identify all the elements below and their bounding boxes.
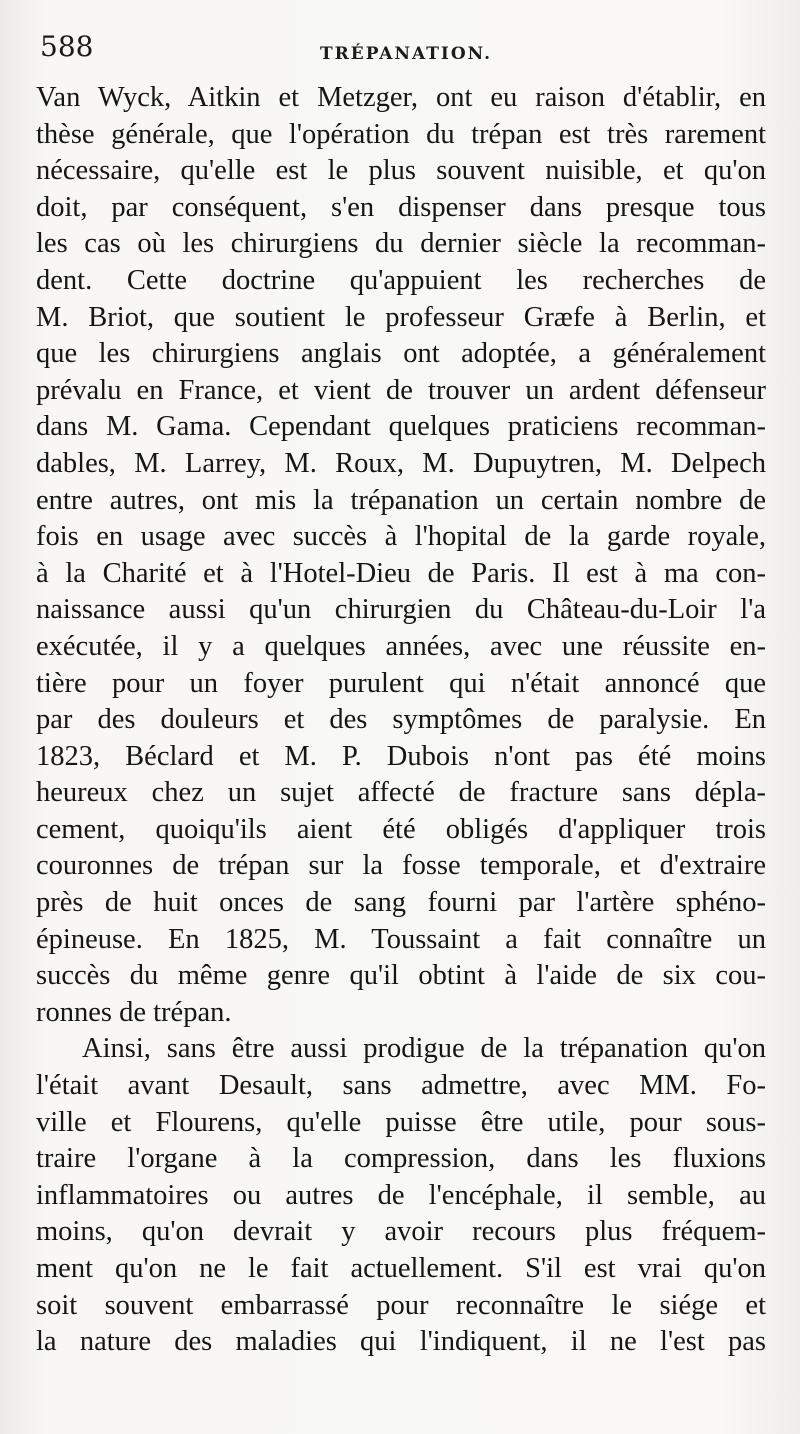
text-line: à la Charité et à l'Hotel-Dieu de Paris. Il est à ma con- bbox=[36, 557, 766, 589]
text-line: par des douleurs et des symptômes de paralysie. En bbox=[36, 704, 766, 736]
text-line: dans M. Gama. Cependant quelques praticiens recomman- bbox=[36, 411, 766, 443]
text-line: traire l'organe à la compression, dans les fluxions bbox=[36, 1143, 766, 1175]
text-line: ment qu'on ne le fait actuellement. S'il est vrai qu'on bbox=[36, 1253, 766, 1284]
text-line: succès du même genre qu'il obtint à l'aide de six cou- bbox=[36, 960, 766, 992]
body-text bbox=[36, 80, 766, 1361]
text-line: que les chirurgiens anglais ont adoptée, a généralement bbox=[36, 338, 766, 370]
text-line: cement, quoiqu'ils aient été obligés d'appliquer trois bbox=[36, 813, 766, 845]
text-line: exécutée, il y a quelques années, avec une réussite en- bbox=[36, 630, 766, 662]
text-line: épineuse. En 1825, M. Toussaint a fait connaître un bbox=[36, 923, 766, 955]
text-line: couronnes de trépan sur la fosse temporale, et d'extraire bbox=[36, 850, 766, 882]
text-line: les cas où les chirurgiens du dernier siècle la recomman- bbox=[36, 228, 766, 260]
text-line: ville et Flourens, qu'elle puisse être utile, pour sous- bbox=[36, 1106, 766, 1138]
page-header bbox=[40, 30, 760, 70]
text-line: la nature des maladies qui l'indiquent, il ne l'est pas bbox=[36, 1326, 766, 1358]
text-line: M. Briot, que soutient le professeur Græfe à Berlin, et bbox=[36, 301, 766, 333]
text-line: soit souvent embarrassé pour reconnaître le siége et bbox=[36, 1289, 766, 1321]
text-line: entre autres, ont mis la trépanation un certain nombre de bbox=[36, 484, 766, 516]
text-line-paragraph-end: ronnes de trépan. bbox=[36, 996, 232, 1028]
text-line: 1823, Béclard et M. P. Dubois n'ont pas été moins bbox=[36, 740, 766, 772]
text-line: inflammatoires ou autres de l'encéphale, il semble, au bbox=[36, 1179, 766, 1211]
running-head: TRÉPANATION. bbox=[320, 44, 493, 64]
text-line: dent. Cette doctrine qu'appuient les recherches de bbox=[36, 264, 766, 296]
text-line: thèse générale, que l'opération du trépan est très rarement bbox=[36, 118, 766, 150]
text-line-paragraph-start: Ainsi, sans être aussi prodigue de la trépanation qu'on bbox=[82, 1033, 766, 1065]
text-line: tière pour un foyer purulent qui n'était annoncé que bbox=[36, 667, 766, 699]
text-line: près de huit onces de sang fourni par l'artère sphéno- bbox=[36, 887, 766, 919]
text-line: fois en usage avec succès à l'hopital de la garde royale, bbox=[36, 521, 766, 553]
text-line: doit, par conséquent, s'en dispenser dans presque tous bbox=[36, 191, 766, 223]
text-line: heureux chez un sujet affecté de fracture sans dépla- bbox=[36, 777, 766, 809]
text-line: nécessaire, qu'elle est le plus souvent nuisible, et qu'on bbox=[36, 155, 766, 187]
text-line: naissance aussi qu'un chirurgien du Château-du-Loir l'a bbox=[36, 594, 766, 626]
page-number: 588 bbox=[40, 30, 94, 63]
text-line: prévalu en France, et vient de trouver un ardent défenseur bbox=[36, 374, 766, 406]
text-line: dables, M. Larrey, M. Roux, M. Dupuytren, M. Delpech bbox=[36, 447, 766, 479]
text-line: Van Wyck, Aitkin et Metzger, ont eu raison d'établir, en bbox=[36, 82, 766, 113]
text-line: moins, qu'on devrait y avoir recours plus fréquem- bbox=[36, 1216, 766, 1248]
text-line: l'était avant Desault, sans admettre, avec MM. Fo- bbox=[36, 1070, 766, 1102]
